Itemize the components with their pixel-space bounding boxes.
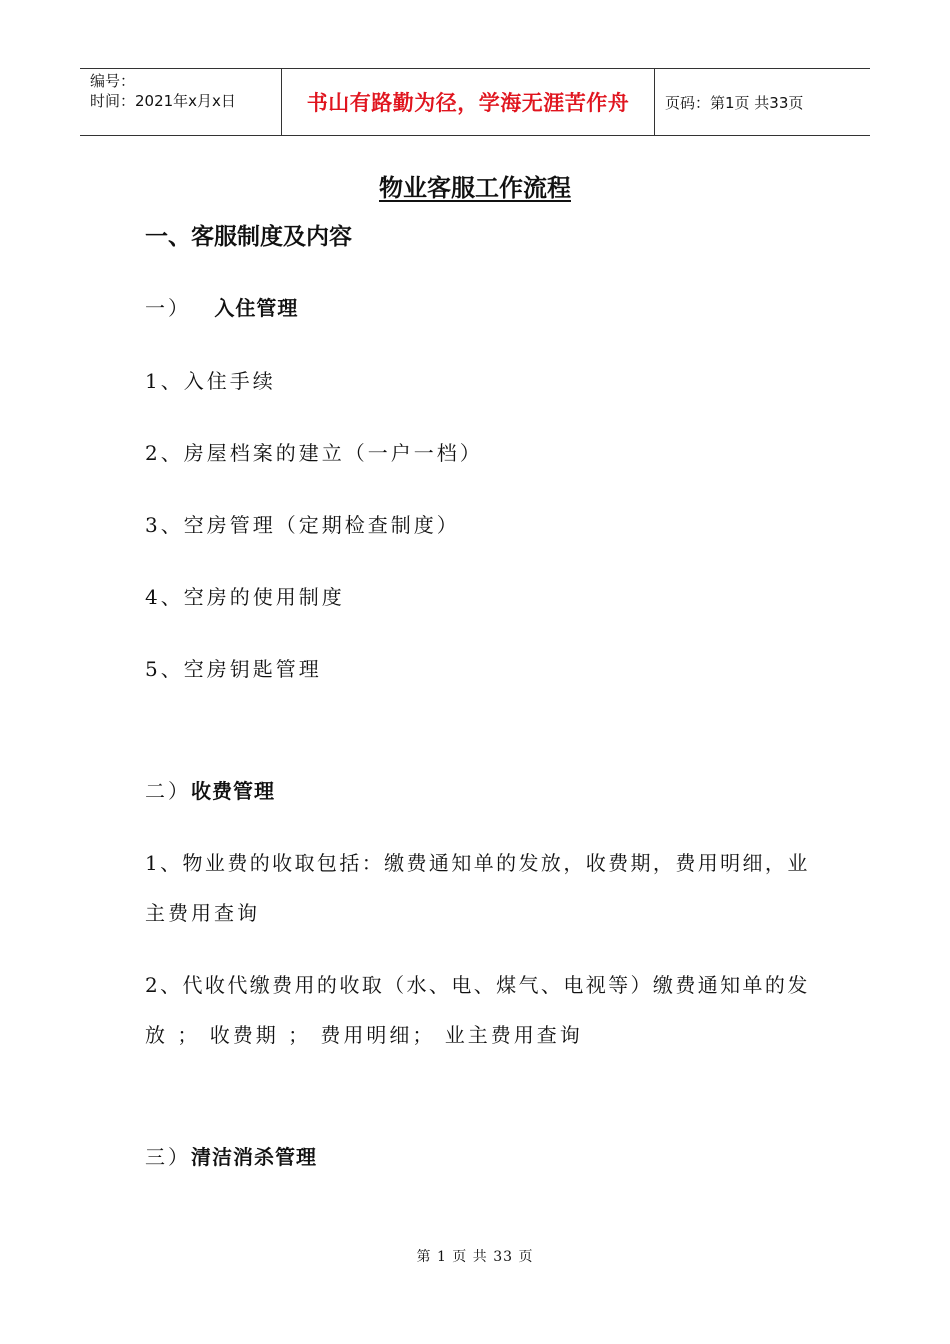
subsection-heading: [145, 292, 298, 321]
page-footer: 第 1 页 共 33 页: [416, 1249, 534, 1265]
subsection-prefix: 二）: [145, 779, 191, 803]
list-item: 5、空房钥匙管理: [145, 657, 322, 681]
header-divider: [654, 69, 655, 135]
subsection-heading: [145, 775, 275, 804]
paragraph-line: 主费用查询: [145, 901, 260, 925]
subsection-heading: [145, 1141, 317, 1170]
header-table: [80, 68, 870, 136]
header-left-cell: [90, 71, 236, 111]
header-page-info: 页码：第1页 共33页: [665, 93, 804, 112]
subsection-title: 收费管理: [191, 779, 275, 803]
subsection-prefix: 一）: [145, 296, 201, 320]
subsection-title: 入住管理: [214, 296, 299, 320]
subsection-prefix: 三）: [145, 1145, 191, 1169]
document-title: 物业客服工作流程: [379, 174, 571, 202]
list-item: 1、入住手续: [145, 369, 276, 393]
section-heading: 一、客服制度及内容: [145, 224, 352, 250]
list-item: 3、空房管理（定期检查制度）: [145, 513, 460, 537]
subsection-title: 清洁消杀管理: [191, 1145, 317, 1169]
number-label: 编号：: [90, 72, 136, 90]
paragraph-line: 放 ； 收费期 ； 费用明细； 业主费用查询: [145, 1023, 583, 1047]
paragraph-line: 2、代收代缴费用的收取（水、电、煤气、电视等）缴费通知单的发: [145, 973, 810, 997]
paragraph-line: 1、物业费的收取包括：缴费通知单的发放，收费期，费用明细，业: [145, 851, 810, 875]
date-label: 时间：2021年x月x日: [90, 92, 236, 110]
list-item: 4、空房的使用制度: [145, 585, 345, 609]
list-item: 2、房屋档案的建立（一户一档）: [145, 441, 483, 465]
header-motto: 书山有路勤为径，学海无涯苦作舟: [306, 91, 630, 115]
